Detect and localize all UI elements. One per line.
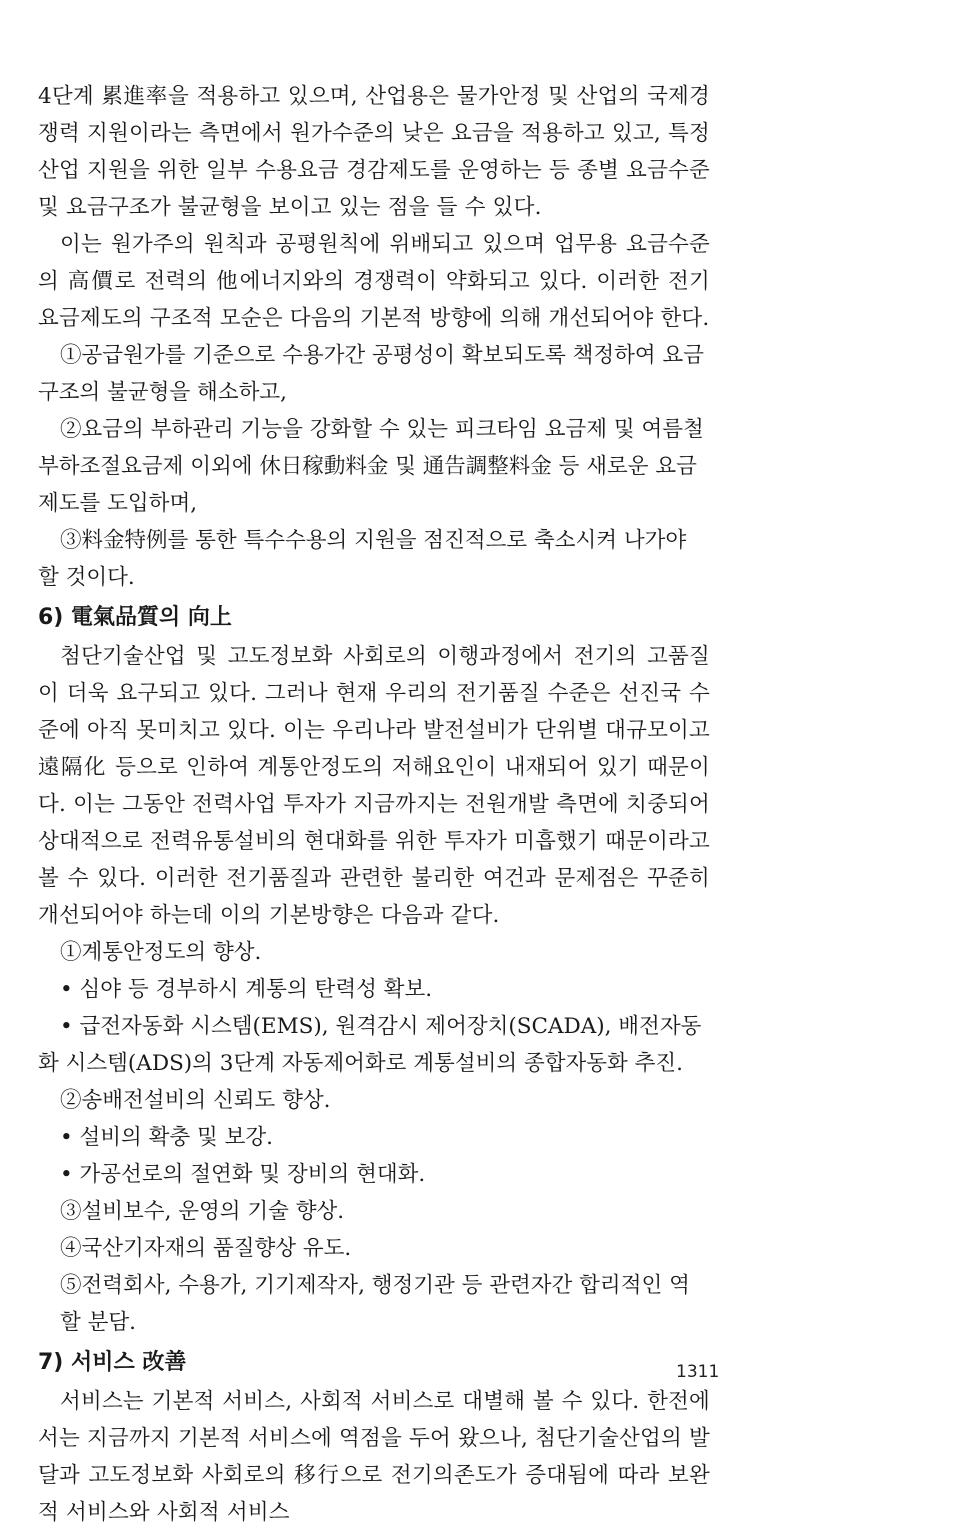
list-item-rate-exceptions: ③料金特例를 통한 특수수용의 지원을 점진적으로 축소시켜 나가야 할 것이다. [38, 528, 687, 590]
paragraph-rate-structure: 4단계 累進率을 적용하고 있으며, 산업용은 물가안정 및 산업의 국제경쟁력 지원이라는 측면에서 원가수준의 낮은 요금을 적용하고 있고, 특정산업 지원을 위한 일부 수용요금 경감제도를 운영하는 등 종별 요금수준 및 요금구조가 불균형을 보이고 있는 점을 들 수 있다. [38, 84, 710, 220]
page-content [38, 78, 710, 1531]
list-item-system-stability: ①계통안정도의 향상. [60, 940, 262, 965]
page-number: 1311 [676, 1362, 720, 1382]
list-item-transmission-reliability: ②송배전설비의 신뢰도 향상. [60, 1088, 331, 1113]
bullet-line-insulation: • 가공선로의 절연화 및 장비의 현대화. [60, 1162, 426, 1187]
paragraph-cost-principle: 이는 원가주의 원칙과 공평원칙에 위배되고 있으며 업무용 요금수준의 高價로 전력의 他에너지와의 경쟁력이 약화되고 있다. 이러한 전기요금제도의 구조적 모순은 다음의 기본적 방향에 의해 개선되어야 한다. [38, 232, 710, 331]
list-item-load-management: ②요금의 부하관리 기능을 강화할 수 있는 피크타임 요금제 및 여름철 부하조절요금제 이외에 休日稼動料金 및 通告調整料金 등 새로운 요금제도를 도입하며, [38, 417, 704, 516]
paragraph-power-quality: 첨단기술산업 및 고도정보화 사회로의 이행과정에서 전기의 고품질이 더욱 요구되고 있다. 그러나 현재 우리의 전기품질 수준은 선진국 수준에 아직 못미치고 있다. 이는 우리나라 발전설비가 단위별 대규모이고 遠隔化 등으로 인하여 계통안정도의 저해요인이 내재되어 있기 때문이다. 이는 그동안 전력사업 투자가 지금까지는 전원개발 측면에 치중되어 상대적으로 전력유통설비의 현대화를 위한 투자가 미흡했기 때문이라고 볼 수 있다. 이러한 전기품질과 관련한 불리한 여건과 문제점은 꾸준히 개선되어야 하는데 이의 기본방향은 다음과 같다. [38, 644, 710, 928]
paragraph-service: 서비스는 기본적 서비스, 사회적 서비스로 대별해 볼 수 있다. 한전에서는 지금까지 기본적 서비스에 역점을 두어 왔으나, 첨단기술산업의 발달과 고도정보화 사회로의 移行으로 전기의존도가 증대됨에 따라 보완적 서비스와 사회적 서비스 [38, 1389, 710, 1525]
section-heading-power-quality: 6) 電氣品質의 向上 [38, 605, 232, 630]
list-item-domestic-equipment: ④국산기자재의 품질향상 유도. [60, 1236, 352, 1261]
bullet-automation: • 급전자동화 시스템(EMS), 원격감시 제어장치(SCADA), 배전자동화 시스템(ADS)의 3단계 자동제어화로 계통설비의 종합자동화 추진. [38, 1014, 702, 1076]
list-item-maintenance-tech: ③설비보수, 운영의 기술 향상. [60, 1199, 345, 1224]
section-heading-service: 7) 서비스 改善 [38, 1350, 187, 1375]
list-item-supply-cost: ①공급원가를 기준으로 수용가간 공평성이 확보되도록 책정하여 요금구조의 불균형을 해소하고, [38, 343, 705, 405]
bullet-facility-expansion: • 설비의 확충 및 보강. [60, 1125, 274, 1150]
list-item-role-sharing: ⑤전력회사, 수용가, 기기제작자, 행정기관 등 관련자간 합리적인 역할 분담. [60, 1273, 690, 1335]
bullet-light-load: • 심야 등 경부하시 계통의 탄력성 확보. [60, 977, 433, 1002]
